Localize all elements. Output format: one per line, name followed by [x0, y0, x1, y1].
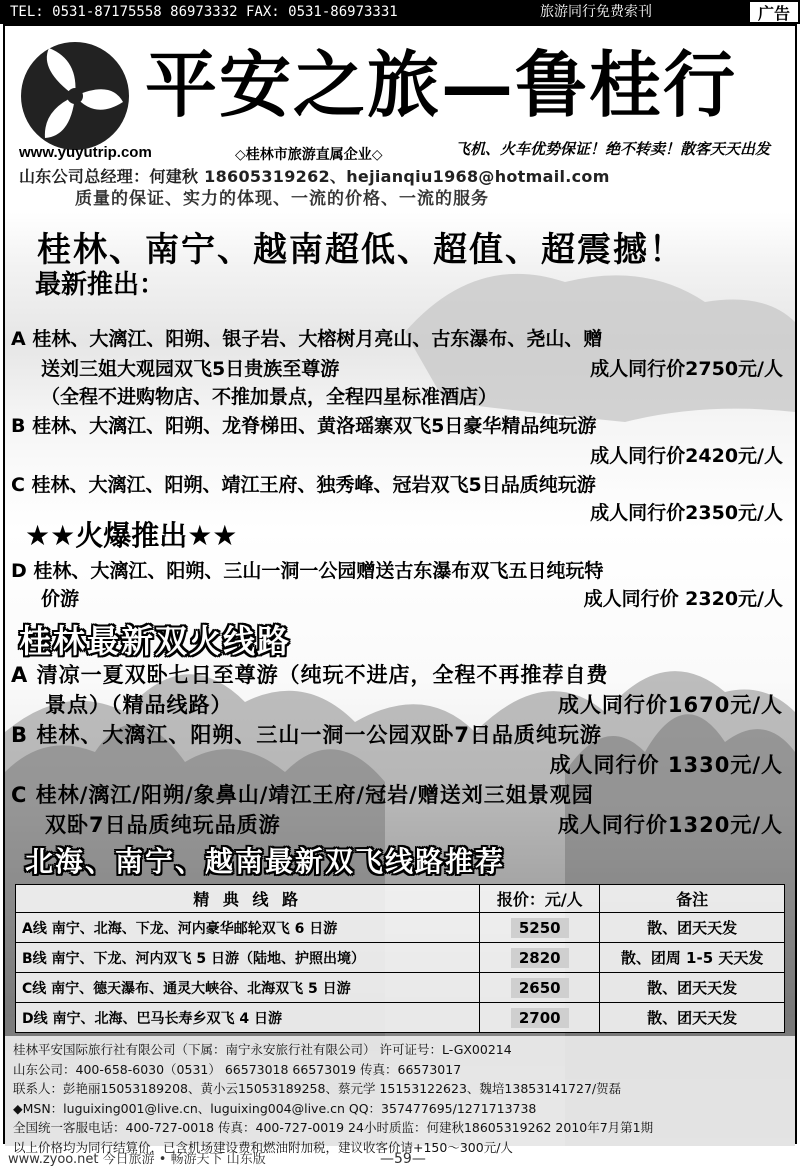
- table-row: [16, 1003, 785, 1033]
- footer-contacts: 联系人：彭艳丽15053189208、黄小云15053189258、蔡元学 15153122623、魏培13853141727/贺磊: [13, 1081, 622, 1096]
- advertisement-frame: [3, 24, 797, 1155]
- footer-msn: ◆MSN：luguixing001@live.cn、luguixing004@live.cn QQ：357477695/1271713738: [13, 1100, 537, 1116]
- table-cell-price: 2700: [511, 1008, 569, 1028]
- route-hot-d-line1: D 桂林、大漓江、阳朔、三山一洞一公园赠送古东瀑布双飞五日纯玩特: [11, 560, 604, 582]
- table-cell-price: 5250: [511, 918, 569, 938]
- subordinate-text: ◇桂林市旅游直属企业◇: [235, 147, 383, 163]
- table-header-price: 报价：元/人: [480, 885, 600, 913]
- route-hot-d-price: 成人同行价 2320元/人: [583, 588, 783, 610]
- latest-title: 最新推出：: [35, 270, 166, 300]
- route-latest-b-line1: B 桂林、大漓江、阳朔、龙脊梯田、黄洛瑶寨双飞5日豪华精品纯玩游: [11, 415, 597, 437]
- route-latest-c-line1: C 桂林、大漓江、阳朔、靖江王府、独秀峰、冠岩双飞5日品质纯玩游: [11, 474, 596, 496]
- route-latest-a-line3: （全程不进购物店、不推加景点，全程四星标准酒店）: [41, 386, 498, 408]
- table-cell-route: A线 南宁、北海、下龙、河内豪华邮轮双飞 6 日游: [16, 913, 480, 943]
- quality-slogan: 质量的保证、实力的体现、一流的价格、一流的服务: [75, 189, 489, 209]
- table-header-row: [16, 885, 785, 913]
- footer-service: 全国统一客服电话：400-727-0018 传真：400-727-0019 24小时质监：何建秋18605319262 2010年7月第1期: [13, 1120, 654, 1135]
- beihai-route-table: [15, 884, 785, 1033]
- table-row: [16, 913, 785, 943]
- route-double-a-price: 成人同行价1670元/人: [557, 693, 783, 717]
- table-cell-note: 散、团天天发: [600, 973, 785, 1003]
- table-cell-route: C线 南宁、德天瀑布、通灵大峡谷、北海双飞 5 日游: [16, 973, 480, 1003]
- route-double-b-line1: B 桂林、大漓江、阳朔、三山一洞一公园双卧7日品质纯玩游: [11, 723, 602, 747]
- page-number: —59—: [380, 1151, 426, 1167]
- beihai-title: 北海、南宁、越南最新双飞线路推荐: [25, 845, 506, 878]
- ad-tag: 广告: [748, 0, 800, 24]
- top-contact-bar: [0, 0, 800, 24]
- route-latest-c-price: 成人同行价2350元/人: [590, 502, 783, 524]
- route-double-a-line1: A 清凉一夏双卧七日至尊游（纯玩不进店，全程不再推荐自费: [11, 663, 609, 687]
- hot-title: ★★火爆推出★★: [25, 519, 238, 552]
- route-double-c-price: 成人同行价1320元/人: [557, 813, 783, 837]
- promo-headline: 桂林、南宁、越南超低、超值、超震撼！: [37, 230, 685, 270]
- table-row: [16, 973, 785, 1003]
- table-header-route: 精 典 线 路: [16, 885, 480, 913]
- company-footer: [5, 1036, 795, 1155]
- route-latest-a-line2: 送刘三姐大观园双飞5日贵族至尊游: [41, 358, 340, 380]
- header: [5, 26, 795, 208]
- publication-label: 旅游同行免费索刊: [540, 4, 652, 20]
- footer-company: 桂林平安国际旅行社有限公司（下属：南宁永安旅行社有限公司） 许可证号：L-GX00214: [13, 1042, 512, 1057]
- footer-disclaimer: 以上价格均为同行结算价，已含机场建设费和燃油附加税，建议收客价请+150～300元/人: [13, 1139, 513, 1155]
- table-row: [16, 943, 785, 973]
- double-sleeper-title: 桂林最新双火线路: [19, 622, 292, 660]
- bottom-site-text: www.zyoo.net 今日旅游 • 畅游天下 山东版: [8, 1152, 266, 1167]
- service-slogan: 飞机、火车优势保证！绝不转卖！散客天天出发: [455, 140, 771, 158]
- table-cell-price: 2650: [511, 978, 569, 998]
- table-cell-note: 散、团天天发: [600, 1003, 785, 1033]
- route-latest-a-price: 成人同行价2750元/人: [590, 358, 783, 380]
- route-double-c-line1: C 桂林/漓江/阳朔/象鼻山/靖江王府/冠岩/赠送刘三姐景观园: [11, 783, 594, 807]
- table-header-note: 备注: [600, 885, 785, 913]
- table-cell-price: 2820: [511, 948, 569, 968]
- route-hot-d-line2: 价游: [41, 588, 80, 610]
- route-double-c-line2: 双卧7日品质纯玩品质游: [45, 813, 281, 837]
- top-contact-text: TEL: 0531-87175558 86973332 FAX: 0531-86973331: [10, 4, 398, 20]
- company-logo-icon: [19, 40, 131, 152]
- brand-title: 平安之旅—鲁桂行: [145, 42, 738, 127]
- bottom-bar: [0, 1148, 800, 1171]
- table-cell-note: 散、团周 1-5 天天发: [600, 943, 785, 973]
- footer-shandong: 山东公司：400-658-6030（0531） 66573018 66573019 传真：66573017: [13, 1061, 462, 1077]
- general-manager-contact: 山东公司总经理：何建秋 18605319262、hejianqiu1968@hotmail.com: [19, 167, 610, 186]
- table-cell-route: D线 南宁、北海、巴马长寿乡双飞 4 日游: [16, 1003, 480, 1033]
- table-cell-route: B线 南宁、下龙、河内双飞 5 日游（陆地、护照出境）: [16, 943, 480, 973]
- route-latest-b-price: 成人同行价2420元/人: [590, 445, 783, 467]
- website-link[interactable]: www.yuyutrip.com: [19, 144, 152, 161]
- route-double-b-price: 成人同行价 1330元/人: [549, 753, 783, 777]
- route-double-a-line2: 景点）（精品线路）: [45, 693, 233, 717]
- route-latest-a-line1: A 桂林、大漓江、阳朔、银子岩、大榕树月亮山、古东瀑布、尧山、赠: [11, 328, 603, 350]
- table-cell-note: 散、团天天发: [600, 913, 785, 943]
